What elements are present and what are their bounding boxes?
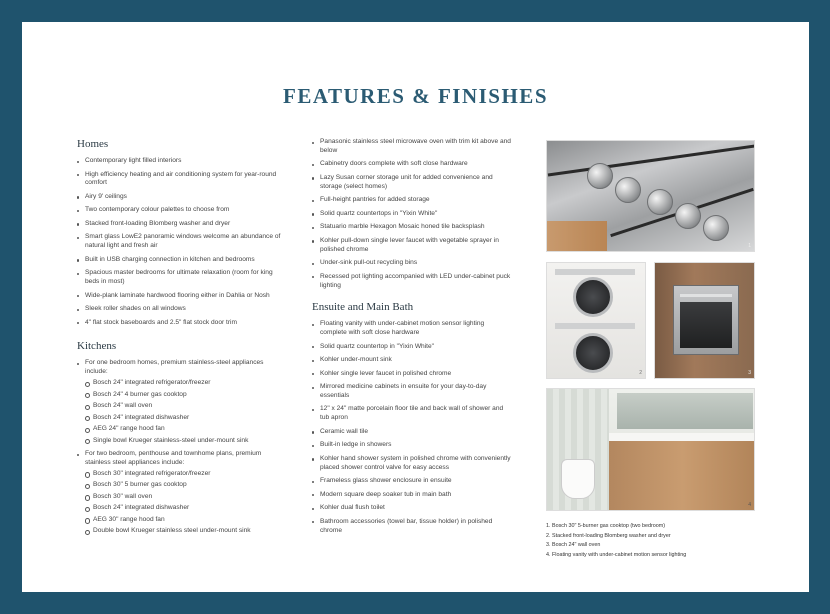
list-item: Full-height pantries for added storage [312, 196, 512, 205]
list-item: Kohler single lever faucet in polished chrome [312, 370, 512, 379]
photo-number: 2 [639, 370, 642, 376]
bath-list [312, 320, 512, 535]
list-item: Statuario marble Hexagon Mosaic honed tile backsplash [312, 223, 512, 232]
brochure-sheet [22, 22, 809, 592]
list-item: Ceramic wall tile [312, 428, 512, 437]
list-item: Kohler pull-down single lever faucet with vegetable sprayer in polished chrome [312, 237, 512, 255]
homes-list [77, 157, 287, 328]
photo-number: 1 [748, 243, 751, 249]
list-item: High efficiency heating and air conditioning system for year-round comfort [77, 171, 287, 189]
list-item: Lazy Susan corner storage unit for added convenience and storage (select homes) [312, 174, 512, 192]
caption: 1. Bosch 30" 5-burner gas cooktop (two bedroom) [546, 523, 666, 529]
list-item: Kohler dual flush toilet [312, 504, 512, 513]
kitchens-heading: Kitchens [77, 340, 117, 353]
list-item: Sleek roller shades on all windows [77, 305, 287, 314]
sub-item: Single bowl Krueger stainless-steel under-mount sink [85, 437, 287, 446]
list-item: 12" x 24" matte porcelain floor tile and back wall of shower and tub apron [312, 405, 512, 423]
sub-item: Bosch 24" wall oven [85, 402, 287, 411]
caption: 4. Floating vanity with under-cabinet motion sensor lighting [546, 551, 687, 558]
list-item: Cabinetry doors complete with soft close hardware [312, 160, 512, 169]
list-item: Mirrored medicine cabinets in ensuite for your day-to-day essentials [312, 383, 512, 401]
list-item: Frameless glass shower enclosure in ensuite [312, 477, 512, 486]
list-item: Contemporary light filled interiors [77, 157, 287, 166]
list-item: Airy 9' ceilings [77, 193, 287, 202]
caption: 3. Bosch 24" wall oven [546, 542, 601, 548]
list-item: Stacked front-loading Blomberg washer and dryer [77, 220, 287, 229]
wall-oven-photo [654, 262, 755, 379]
list-item: 4" flat stock baseboards and 2.5" flat stock door trim [77, 319, 287, 328]
list-item: Solid quartz countertop in "Yixin White" [312, 343, 512, 352]
list-item: Under-sink pull-out recycling bins [312, 259, 512, 268]
photo-captions [546, 522, 686, 560]
page-title: FEATURES & FINISHES [283, 84, 548, 108]
washer-dryer-photo [546, 262, 646, 379]
list-item: Kohler under-mount sink [312, 356, 512, 365]
sub-item: Bosch 24" integrated refrigerator/freezer [85, 379, 287, 388]
vanity-photo [546, 388, 755, 511]
list-item: Bathroom accessories (towel bar, tissue holder) in polished chrome [312, 518, 512, 536]
list-item [77, 450, 287, 536]
sub-item: AEG 30" range hood fan [85, 516, 287, 525]
list-item [77, 359, 287, 445]
list-item: Spacious master bedrooms for ultimate relaxation (room for king beds in most) [77, 269, 287, 287]
list-item: Smart glass LowE2 panoramic windows welcome an abundance of natural light and fresh air [77, 233, 287, 251]
list-item: Wide-plank laminate hardwood flooring either in Dahlia or Nosh [77, 292, 287, 301]
kitchens-list [77, 359, 287, 536]
sub-item: Bosch 30" wall oven [85, 493, 287, 502]
one-bed-intro: For one bedroom homes, premium stainless-steel appliances include: [85, 359, 264, 376]
homes-heading: Homes [77, 138, 109, 150]
left-column [77, 138, 287, 541]
photo-number: 3 [748, 370, 751, 376]
cooktop-photo [546, 140, 755, 252]
sub-item: Bosch 30" 5 burner gas cooktop [85, 481, 287, 490]
kitchens-more-list [312, 138, 512, 291]
sub-item: Double bowl Krueger stainless steel under-mount sink [85, 527, 287, 536]
caption: 2. Stacked front-loading Blomberg washer and dryer [546, 532, 671, 539]
list-item: Two contemporary colour palettes to choose from [77, 206, 287, 215]
sub-item: Bosch 24" integrated dishwasher [85, 414, 287, 423]
sub-item: Bosch 30" integrated refrigerator/freezer [85, 470, 287, 479]
sub-item: AEG 24" range hood fan [85, 425, 287, 434]
bath-heading: Ensuite and Main Bath [312, 301, 414, 314]
list-item: Built-in ledge in showers [312, 441, 512, 450]
one-bed-appliances [85, 379, 287, 445]
two-bed-appliances [85, 470, 287, 536]
list-item: Built in USB charging connection in kitchen and bedrooms [77, 256, 287, 265]
sub-item: Bosch 24" integrated dishwasher [85, 504, 287, 513]
list-item: Kohler hand shower system in polished chrome with conveniently placed shower control valve for easy access [312, 455, 512, 473]
list-item: Panasonic stainless steel microwave oven with trim kit above and below [312, 138, 512, 156]
list-item: Modern square deep soaker tub in main bath [312, 491, 512, 500]
photo-number: 4 [748, 502, 751, 508]
list-item: Solid quartz countertops in "Yixin White" [312, 210, 512, 219]
middle-column [312, 138, 512, 540]
list-item: Floating vanity with under-cabinet motion sensor lighting complete with soft close hardware [312, 320, 512, 338]
two-bed-intro: For two bedroom, penthouse and townhome plans, premium stainless steel appliances include: [85, 450, 262, 466]
list-item: Recessed pot lighting accompanied with LED under-cabinet puck lighting [312, 273, 512, 291]
sub-item: Bosch 24" 4 burner gas cooktop [85, 391, 287, 400]
